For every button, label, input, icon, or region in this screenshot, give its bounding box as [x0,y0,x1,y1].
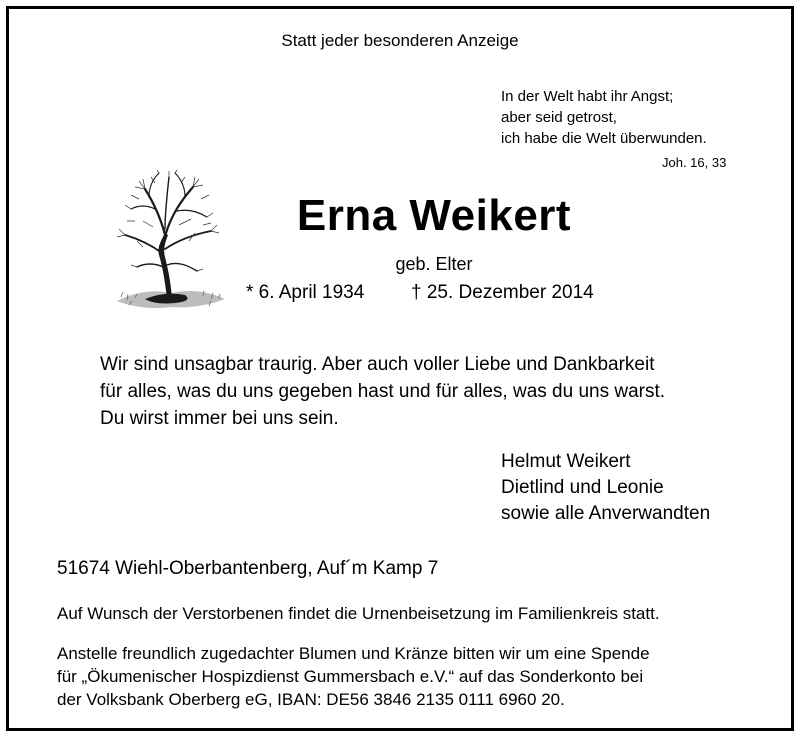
burial-notice: Auf Wunsch der Verstorbenen findet die Urnenbeisetzung im Familienkreis statt. [57,604,660,623]
message-line: Du wirst immer bei uns sein. [100,408,339,429]
mourner: Helmut Weikert [501,451,631,472]
message-line: für alles, was du uns gegeben hast und für alles, was du uns warst. [100,381,666,402]
verse-line: In der Welt habt ihr Angst; [501,88,674,105]
verse-reference: Joh. 16, 33 [662,155,727,170]
obituary-notice [6,6,794,731]
donation-request [57,642,650,711]
verse-line: ich habe die Welt überwunden. [501,130,707,147]
maiden-name: geb. Elter [395,254,473,274]
mourner: sowie alle Anverwandten [501,503,711,524]
mourning-message [100,351,665,432]
bible-verse [501,86,707,149]
deceased-name: Erna Weikert [296,191,572,240]
mourners-list [501,449,710,527]
verse-line: aber seid getrost, [501,109,617,126]
message-line: Wir sind unsagbar traurig. Aber auch voller Liebe und Dankbarkeit [100,354,655,375]
donation-line: der Volksbank Oberberg eG, IBAN: DE56 3846 2135 0111 6960 20. [57,690,565,709]
mourner: Dietlind und Leonie [501,477,664,498]
notice-header: Statt jeder besonderen Anzeige [281,31,519,50]
family-address: 51674 Wiehl-Oberbantenberg, Auf´m Kamp 7 [57,558,439,579]
birth-date: * 6. April 1934 [246,282,365,303]
donation-line: für „Ökumenischer Hospizdienst Gummersbach e.V.“ auf das Sonderkonto bei [57,667,644,686]
death-date: † 25. Dezember 2014 [411,282,594,303]
donation-line: Anstelle freundlich zugedachter Blumen und Kränze bitten wir um eine Spende [57,644,650,663]
